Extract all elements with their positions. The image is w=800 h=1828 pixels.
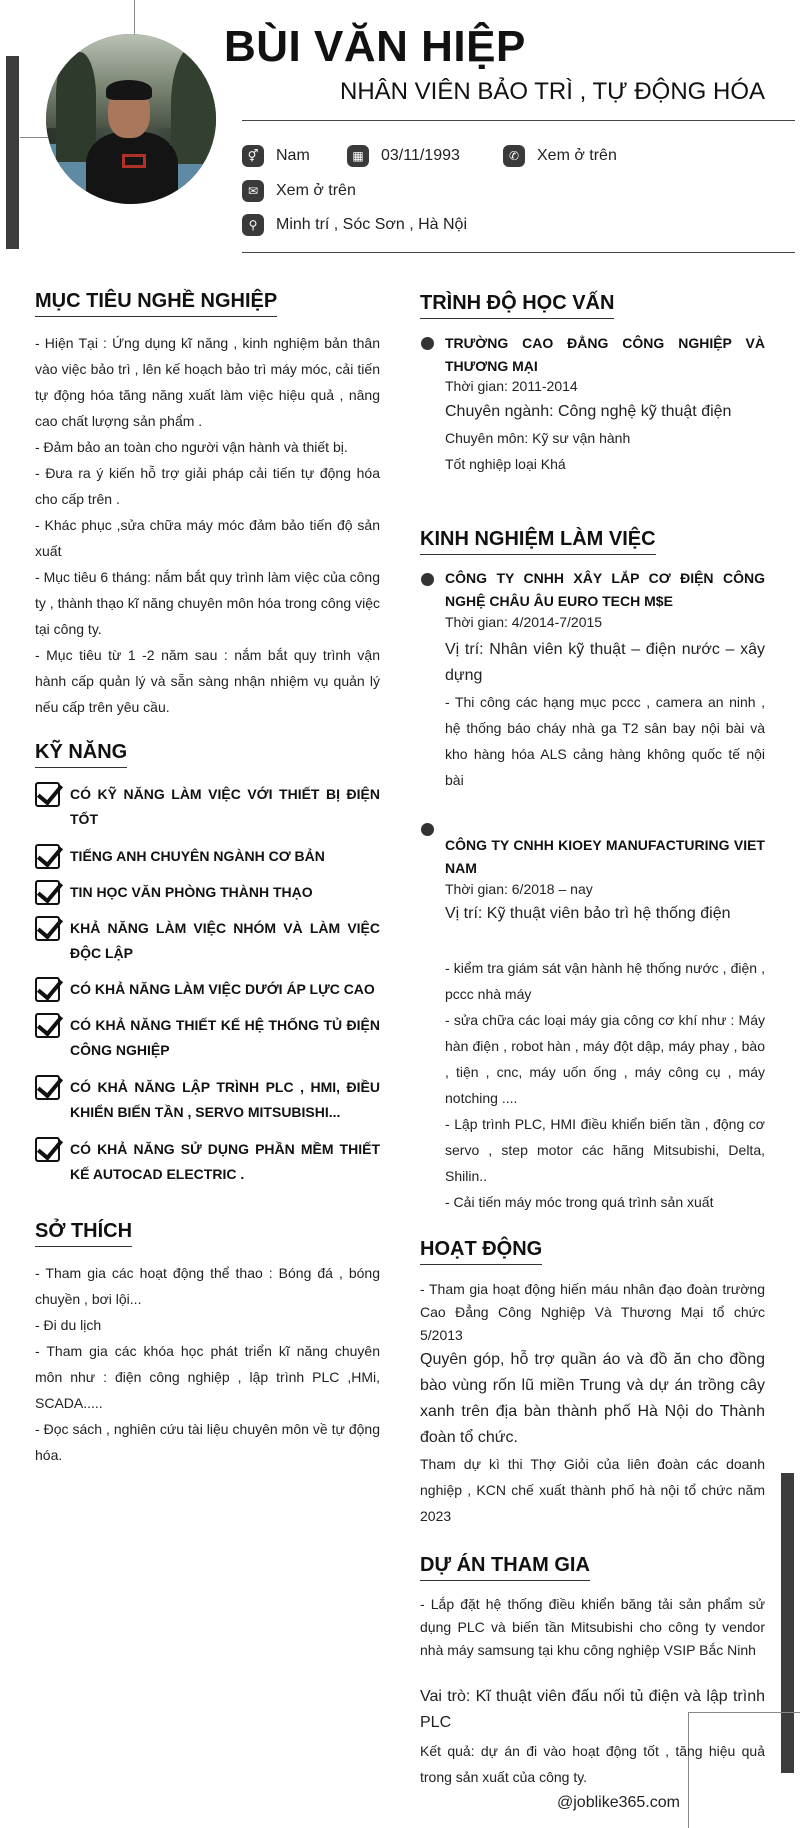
skill-text: KHẢ NĂNG LÀM VIỆC NHÓM VÀ LÀM VIỆC ĐỘC LẬP (70, 920, 380, 961)
contact-email (242, 180, 356, 202)
job-detail-item: - sửa chữa các loại máy gia công cơ khí như : Máy hàn điện , robot hàn , máy đột dập, máy phay , bào , tiện , cnc, máy uốn ống , máy công cụ , máy notching .... (445, 1012, 765, 1106)
objective-item: - Khác phục ,sửa chữa máy móc đảm bảo tiến độ sản xuất (35, 517, 380, 559)
job-time: Thời gian: 6/2018 – nay (445, 881, 593, 897)
experience-heading: KINH NGHIỆM LÀM VIỆC (420, 528, 656, 555)
skill-item (35, 1075, 380, 1125)
objective-text (35, 330, 380, 720)
objective-item: - Đảm bảo an toàn cho người vận hành và thiết bị. (35, 439, 348, 455)
checkbox-icon (35, 844, 60, 869)
checkbox-icon (35, 1137, 60, 1162)
objective-heading: MỤC TIÊU NGHỀ NGHIỆP (35, 290, 277, 317)
decor-line (134, 0, 135, 36)
skill-text: TIẾNG ANH CHUYÊN NGÀNH CƠ BẢN (70, 848, 325, 864)
checkbox-icon (35, 782, 60, 807)
email-icon: ✉ (242, 180, 264, 202)
skill-text: CÓ KHẢ NĂNG SỬ DỤNG PHẦN MỀM THIẾT KẾ AUTOCAD ELECTRIC . (70, 1141, 380, 1182)
checkbox-icon (35, 916, 60, 941)
project-result: Kết quả: dự án đi vào hoạt động tốt , tăng hiệu quả trong sản xuất của công ty. (420, 1743, 765, 1785)
objective-item: - Mục tiêu 6 tháng: nắm bắt quy trình làm việc của công ty , thành thạo kĩ năng chuyên môn hóa trong công việc tại công ty. (35, 569, 380, 637)
email-value: Xem ở trên (276, 182, 356, 199)
bullet-icon (421, 823, 434, 836)
calendar-icon: ▦ (347, 145, 369, 167)
contact-address (242, 214, 467, 236)
checkbox-icon (35, 1013, 60, 1038)
hobbies-text (35, 1260, 380, 1468)
hobby-item: - Đọc sách , nghiên cứu tài liệu chuyên môn về tự động hóa. (35, 1421, 380, 1463)
gender-value: Nam (276, 147, 310, 164)
contact-birthdate (347, 145, 460, 167)
job-details (445, 955, 765, 1215)
skill-item (35, 844, 380, 869)
skills-heading: KỸ NĂNG (35, 741, 127, 768)
skill-text: CÓ KHẢ NĂNG THIẾT KẾ HỆ THỐNG TỦ ĐIỆN CÔNG NGHIỆP (70, 1017, 380, 1058)
checkbox-icon (35, 880, 60, 905)
watermark-link[interactable]: @joblike365.com (557, 1794, 680, 1811)
project-description: - Lắp đặt hệ thống điều khiển băng tải sản phẩm sử dụng PLC và biến tần Mitsubishi cho công ty vendor nhà máy samsung tại khu công nghiệp VSIP Bắc Ninh (420, 1596, 765, 1658)
skill-text: TIN HỌC VĂN PHÒNG THÀNH THẠO (70, 884, 313, 900)
skill-item (35, 916, 380, 966)
skill-item (35, 782, 380, 832)
contact-divider (242, 252, 795, 253)
skill-text: CÓ KHẢ NĂNG LẬP TRÌNH PLC , HMI, ĐIỀU KHIỂN BIẾN TẦN , SERVO MITSUBISHI... (70, 1079, 380, 1120)
checkbox-icon (35, 1075, 60, 1100)
school-name: TRƯỜNG CAO ĐẲNG CÔNG NGHIỆP VÀ THƯƠNG MẠI (445, 335, 765, 374)
company-name: CÔNG TY CNHH XÂY LẮP CƠ ĐIỆN CÔNG NGHỆ CHÂU ÂU EURO TECH M$E (445, 570, 765, 609)
company-name: CÔNG TY CNHH KIOEY MANUFACTURING VIET NAM (445, 837, 765, 876)
skill-item (35, 1137, 380, 1187)
checkbox-icon (35, 977, 60, 1002)
objective-item: - Hiện Tại : Ứng dụng kĩ năng , kinh nghiệm bản thân vào việc bảo trì , lên kế hoạch bảo trì máy móc, cải tiến tự động hóa tăng năng xuất làm việc hiệu quả , nâng cao chất lượng sản phẩm . (35, 335, 380, 429)
job-position: Vị trí: Nhân viên kỹ thuật – điện nước – xây dựng (445, 641, 765, 684)
job-time: Thời gian: 4/2014-7/2015 (445, 614, 603, 630)
job-details: - Thi công các hạng mục pccc , camera an ninh , hệ thống báo cháy nhà ga T2 sân bay nội bài và kho hàng hóa ALS cảng hàng không quốc tế nội bài (445, 694, 765, 788)
bullet-icon (421, 337, 434, 350)
skill-text: CÓ KỸ NĂNG LÀM VIỆC VỚI THIẾT BỊ ĐIỆN TỐT (70, 786, 380, 827)
education-major: Chuyên ngành: Công nghệ kỹ thuật điện (445, 403, 732, 420)
left-decor-bar (6, 56, 19, 249)
objective-item: - Mục tiêu từ 1 -2 năm sau : nắm bắt quy trình vận hành cấp quản lý và sẵn sàng nhận nhiệm vụ quản lý nếu cấp trên yêu cầu. (35, 647, 380, 715)
phone-icon: ✆ (503, 145, 525, 167)
location-icon: ⚲ (242, 214, 264, 236)
hobby-item: - Đi du lịch (35, 1317, 102, 1333)
birthdate-value: 03/11/1993 (381, 147, 460, 164)
avatar (46, 34, 216, 204)
skill-text: CÓ KHẢ NĂNG LÀM VIỆC DƯỚI ÁP LỰC CAO (70, 981, 375, 997)
education-grade: Tốt nghiệp loại Khá (445, 456, 566, 472)
skill-item (35, 977, 380, 1002)
header-divider (242, 120, 795, 121)
objective-item: - Đưa ra ý kiến hỗ trợ giải pháp cải tiến tự động hóa cho cấp trên . (35, 465, 380, 507)
contact-phone (503, 145, 617, 167)
candidate-name: BÙI VĂN HIỆP (224, 22, 526, 71)
activity-item: Quyên góp, hỗ trợ quần áo và đồ ăn cho đồng bào vùng rốn lũ miền Trung và dự án trồng cây xanh trên địa bàn thành phố Hà Nội do Thành đoàn tổ chức. (420, 1351, 765, 1446)
decor-line (20, 137, 48, 138)
job-title: NHÂN VIÊN BẢO TRÌ , TỰ ĐỘNG HÓA (339, 78, 765, 105)
address-value: Minh trí , Sóc Sơn , Hà Nội (276, 216, 467, 233)
contact-gender (242, 145, 310, 167)
job-detail-item: - Lập trình PLC, HMI điều khiển biến tần , động cơ servo , step motor các hãng Mitsubishi, Delta, Shilin.. (445, 1116, 765, 1184)
hobby-item: - Tham gia các hoạt động thể thao : Bóng đá , bóng chuyền , bơi lội... (35, 1265, 380, 1307)
job-detail-item: - kiểm tra giám sát vận hành hệ thống nước , điện , pccc nhà máy (445, 960, 765, 1002)
bullet-icon (421, 573, 434, 586)
hobby-item: - Tham gia các khóa học phát triển kĩ năng chuyên môn như : điện công nghiệp , lập trình PLC ,HMi, SCADA..... (35, 1343, 380, 1411)
activities-heading: HOẠT ĐỘNG (420, 1238, 542, 1265)
project-role: Vai trò: Kĩ thuật viên đấu nối tủ điện và lập trình PLC (420, 1688, 765, 1731)
skill-item (35, 1013, 380, 1063)
job-detail-item: - Cải tiến máy móc trong quá trình sản xuất (445, 1194, 714, 1210)
skill-item (35, 880, 380, 905)
education-heading: TRÌNH ĐỘ HỌC VẤN (420, 292, 614, 319)
education-specialty: Chuyên môn: Kỹ sư vận hành (445, 430, 631, 446)
hobbies-heading: SỞ THÍCH (35, 1220, 132, 1247)
projects-heading: DỰ ÁN THAM GIA (420, 1554, 590, 1581)
phone-value: Xem ở trên (537, 147, 617, 164)
job-position: Vị trí: Kỹ thuật viên bảo trì hệ thống điện (445, 905, 731, 922)
gender-icon: ⚥ (242, 145, 264, 167)
activity-item: Tham dự kì thi Thợ Giỏi của liên đoàn các doanh nghiệp , KCN chế xuất thành phố hà nội tổ chức năm 2023 (420, 1456, 765, 1524)
activity-item: - Tham gia hoạt động hiến máu nhân đạo đoàn trường Cao Đẳng Công Nghiệp Và Thương Mại tổ chức 5/2013 (420, 1281, 765, 1343)
education-time: Thời gian: 2011-2014 (445, 378, 578, 394)
right-decor-bar (781, 1473, 794, 1773)
